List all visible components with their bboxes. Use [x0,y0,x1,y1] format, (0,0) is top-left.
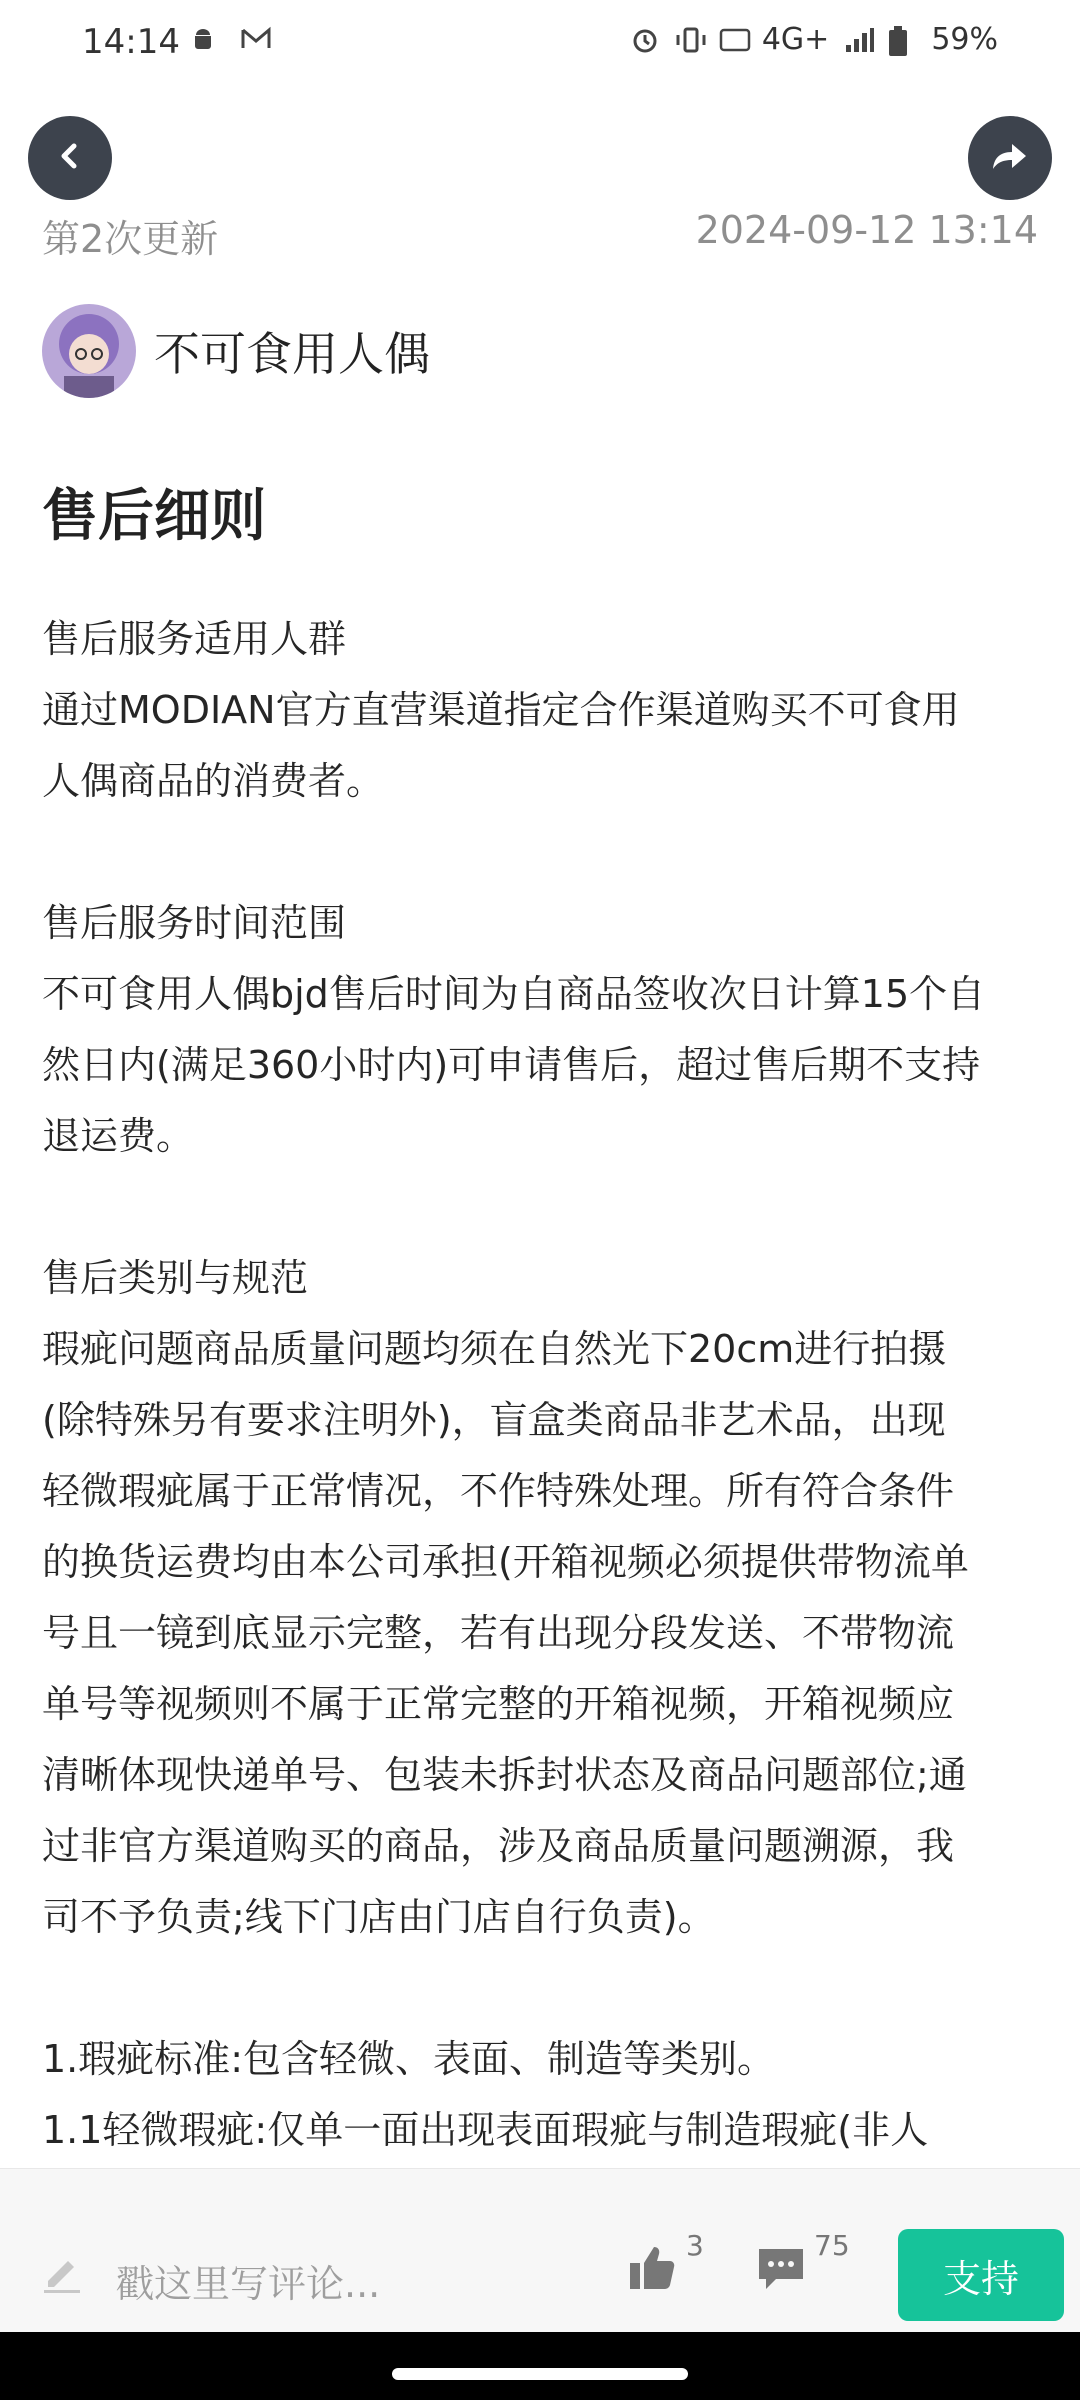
pencil-icon [40,2251,84,2299]
home-indicator[interactable] [392,2368,688,2380]
update-datetime: 2024-09-12 13:14 [695,208,1038,252]
network-type: 4G+ [761,22,830,57]
vibrate-icon [674,25,704,55]
thumbs-up-icon [626,2278,678,2297]
system-navigation-bar [0,2332,1080,2400]
android-icon [188,24,218,54]
share-button[interactable] [968,116,1052,200]
article-paragraph: 售后服务适用人群 通过MODIAN官方直营渠道指定合作渠道购买不可食用 人偶商品的消费者。 [42,617,960,803]
support-button[interactable]: 支持 [898,2229,1064,2321]
bottom-action-bar [0,2168,1080,2333]
article-title: 售后细则 [42,484,266,549]
gmail-icon [240,24,270,54]
article-paragraph: 1.瑕疵标准:包含轻微、表面、制造等类别。 1.1轻微瑕疵:仅单一面出现表面瑕疵与制造瑕疵(非人 [42,2037,929,2152]
battery-percent: 59% [931,22,998,57]
update-count-label: 第2次更新 [42,217,219,261]
comment-button[interactable] [756,2245,806,2297]
share-arrow-icon [990,138,1030,178]
status-bar [0,0,1080,88]
battery-icon [887,25,917,55]
article-paragraph: 售后服务时间范围 不可食用人偶bjd售后时间为自商品签收次日计算15个自 然日内(满足360小时内)可申请售后，超过售后期不支持 退运费。 [42,901,986,1158]
volte-icon [718,25,748,55]
status-time: 14:14 [82,22,180,62]
article-paragraph: 售后类别与规范 瑕疵问题商品质量问题均须在自然光下20cm进行拍摄 (除特殊另有要求注明外)，盲盒类商品非艺术品，出现 轻微瑕疵属于正常情况，不作特殊处理。所有符合条件 的换货运费均由本公司承担(开箱视频必须提供带物流单 号且一镜到底显示完整，若有出现分段发送、不带物流 单号等视频则不属于正常完整的开箱视频，开箱视频应 清晰体现快递单号、包装未拆封状态及商品问题部位;通 过非官方渠道购买的商品，涉及商品质量问题溯源，我 司不予负责;线下门店由门店自行负责)。 [42,1256,969,1939]
article-body [42,604,1038,2237]
back-button[interactable] [28,116,112,200]
comment-bubble-icon [756,2278,806,2297]
alarm-icon [630,25,660,55]
like-count: 3 [686,2229,704,2262]
like-button[interactable] [626,2241,678,2297]
avatar[interactable] [42,304,136,398]
author-name[interactable]: 不可食用人偶 [154,327,430,381]
comment-input[interactable]: 戳这里写评论... [116,2262,381,2306]
comment-count: 75 [814,2229,850,2262]
chevron-left-icon [52,138,88,178]
update-info-row [42,208,1038,264]
author-row[interactable] [42,304,430,398]
signal-icon [843,25,873,55]
